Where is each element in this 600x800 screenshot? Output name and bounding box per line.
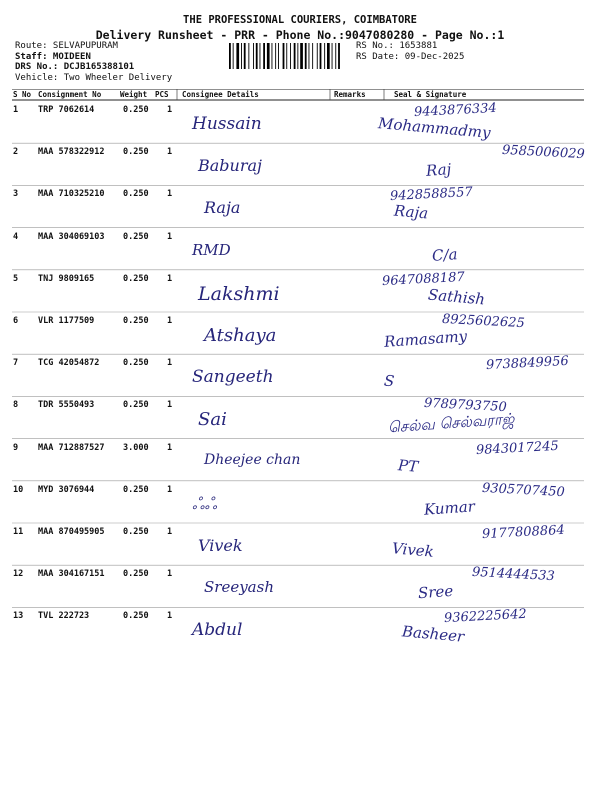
row-signature-name: Kumar — [423, 497, 476, 519]
row-pcs: 1 — [167, 358, 173, 369]
barcode-bar — [233, 43, 234, 69]
row-signature-name: Sathish — [427, 285, 486, 309]
column-header-consignee: Consignee Details — [182, 90, 259, 99]
row-consignment-no: MAA 712887527 — [38, 442, 105, 453]
row-signature-name: PT — [397, 455, 419, 476]
row-signature-number: 9585006029 — [501, 143, 586, 163]
rs-number: RS No.: 1653881 — [356, 41, 438, 51]
row-signature-name: S — [383, 371, 396, 391]
row-sno: 13 — [13, 611, 24, 622]
route-label: Route: SELVAPUPURAM — [15, 41, 118, 51]
barcode-bar — [248, 43, 249, 69]
row-signature-name: Sree — [417, 581, 454, 603]
row-sno: 11 — [13, 527, 24, 537]
row-signature-number: 9647088187 — [381, 269, 466, 289]
barcode-bar — [236, 43, 239, 69]
company-title: THE PROFESSIONAL COURIERS, COIMBATORE — [183, 14, 417, 26]
row-pcs: 1 — [167, 316, 173, 326]
row-sno: 10 — [13, 484, 24, 495]
row-sno: 5 — [13, 273, 19, 284]
row-signature-name: செல்வ செல்வராஜ் — [387, 410, 515, 437]
barcode-bar — [297, 43, 298, 69]
delivery-table — [12, 89, 584, 649]
row-signature-number: 8925602625 — [441, 311, 526, 332]
barcode-bar — [309, 43, 310, 69]
barcode-bar — [324, 43, 325, 69]
row-sno: 7 — [13, 358, 19, 369]
row-weight: 0.250 — [123, 611, 149, 622]
column-header-consignment: Consignment No — [38, 90, 102, 99]
barcode-bar — [244, 43, 246, 69]
row-consignment-no: MAA 304069103 — [38, 231, 105, 242]
row-weight: 0.250 — [123, 400, 149, 411]
row-consignment-no: TNJ 9809165 — [38, 273, 95, 284]
row-signature-name: Vivek — [391, 539, 435, 561]
row-sno: 6 — [13, 316, 19, 326]
row-signature-number: 9305707450 — [481, 480, 566, 500]
runsheet-subtitle: Delivery Runsheet - PRR - Phone No.:9047080280 - Page No.:1 — [95, 28, 505, 42]
barcode-bar — [263, 43, 265, 69]
row-weight: 0.250 — [123, 273, 149, 284]
row-consignment-no: TCG 42054872 — [38, 358, 100, 369]
barcode-bar — [338, 43, 340, 69]
row-pcs: 1 — [167, 527, 173, 537]
row-signature-name: Mohammadmy — [377, 114, 492, 142]
barcode-bar — [320, 43, 322, 69]
row-consignment-no: MAA 578322912 — [38, 147, 105, 158]
row-consignment-no: MYD 3076944 — [38, 484, 95, 495]
row-signature-number: 9362225642 — [443, 607, 528, 627]
row-consignee-handwritten: Atshaya — [204, 325, 277, 346]
drs-number: DRS No.: DCJB165388101 — [15, 62, 135, 72]
row-weight: 0.250 — [123, 569, 149, 580]
runsheet-meta-right — [356, 41, 464, 62]
row-sno: 3 — [13, 189, 19, 200]
row-consignee-handwritten: Raja — [204, 198, 241, 218]
row-sno: 2 — [13, 147, 19, 158]
row-pcs: 1 — [167, 611, 173, 622]
row-sno: 12 — [13, 569, 24, 580]
row-weight: 0.250 — [123, 527, 149, 537]
row-weight: 0.250 — [123, 358, 149, 369]
barcode-bar — [241, 43, 242, 69]
row-consignee-handwritten: Sreeyash — [204, 578, 274, 597]
row-weight: 0.250 — [123, 316, 149, 326]
barcode-bar — [278, 43, 279, 69]
staff-label: Staff: MOIDEEN — [15, 51, 91, 62]
row-sno: 4 — [13, 231, 19, 242]
row-consignment-no: MAA 304167151 — [38, 569, 105, 580]
barcode-bar — [275, 43, 276, 69]
column-header-pcs: PCS — [155, 90, 169, 99]
row-consignment-no: VLR 1177509 — [38, 316, 95, 326]
barcode-bar — [305, 43, 307, 69]
barcode-bar — [300, 43, 303, 69]
row-weight: 0.250 — [123, 105, 149, 115]
row-pcs: 1 — [167, 442, 173, 453]
row-pcs: 1 — [167, 105, 173, 115]
row-pcs: 1 — [167, 231, 173, 242]
barcode-bar — [272, 43, 273, 69]
row-consignee-handwritten: Dheejee chan — [204, 451, 301, 468]
row-signature-number: 9443876334 — [413, 100, 498, 121]
row-signature-number: 9514444533 — [471, 565, 556, 585]
row-signature-number: 9789793750 — [423, 396, 508, 416]
row-signature-name: Basheer — [401, 622, 465, 647]
barcode-bar — [256, 43, 258, 69]
row-weight: 0.250 — [123, 231, 149, 242]
barcode-bar — [260, 43, 261, 69]
barcode — [228, 43, 350, 69]
row-consignee-handwritten: Baburaj — [198, 156, 262, 176]
row-consignment-no: TRP 7062614 — [38, 105, 95, 115]
row-weight: 0.250 — [123, 484, 149, 495]
rs-date: RS Date: 09-Dec-2025 — [356, 51, 465, 62]
row-signature-number: 9843017245 — [475, 438, 560, 458]
row-pcs: 1 — [167, 273, 173, 284]
barcode-bar — [283, 43, 285, 69]
row-pcs: 1 — [167, 484, 173, 495]
column-header-remarks: Remarks — [334, 90, 366, 99]
barcode-bar — [290, 43, 291, 69]
row-signature-number: 9428588557 — [389, 185, 474, 205]
row-consignment-no: TDR 5550493 — [38, 400, 95, 411]
barcode-bar — [286, 43, 287, 69]
row-signature-name: Raj — [425, 160, 452, 181]
row-pcs: 1 — [167, 189, 173, 200]
vehicle-label: Vehicle: Two Wheeler Delivery — [15, 72, 173, 83]
row-sno: 9 — [13, 442, 19, 453]
row-consignee-handwritten: Sai — [198, 409, 227, 431]
barcode-bar — [312, 43, 313, 69]
barcode-bar — [327, 43, 330, 69]
row-pcs: 1 — [167, 147, 173, 158]
row-weight: 0.250 — [123, 189, 149, 200]
row-consignee-handwritten: Sangeeth — [192, 367, 274, 388]
barcode-bar — [229, 43, 231, 69]
row-consignment-no: MAA 870495905 — [38, 527, 105, 537]
row-signature-name: Raja — [393, 201, 429, 223]
row-signature-number: 9738849956 — [485, 354, 570, 374]
row-consignment-no: TVL 222723 — [38, 611, 90, 622]
row-weight: 0.250 — [123, 147, 149, 158]
row-weight: 3.000 — [123, 442, 149, 453]
row-consignee-handwritten: RMD — [192, 240, 231, 259]
column-header-sno: S No — [13, 90, 32, 99]
runsheet-meta-left — [15, 41, 172, 83]
row-consignee-handwritten: Hussain — [192, 114, 262, 134]
row-signature-name: Ramasamy — [383, 327, 468, 351]
barcode-bar — [332, 43, 333, 69]
barcode-bar — [335, 43, 336, 69]
row-pcs: 1 — [167, 400, 173, 411]
row-signature-number: 9177808864 — [481, 522, 566, 543]
barcode-bar — [267, 43, 270, 69]
barcode-bar — [294, 43, 296, 69]
row-sno: 1 — [13, 105, 19, 115]
row-consignee-handwritten: Abdul — [192, 620, 243, 641]
column-header-weight: Weight — [120, 90, 148, 99]
row-signature-name: C/a — [431, 244, 459, 265]
barcode-bar — [317, 43, 318, 69]
row-consignee-handwritten: ஃஃ — [192, 493, 218, 513]
row-consignee-handwritten: Lakshmi — [198, 282, 280, 305]
row-consignee-handwritten: Vivek — [198, 536, 243, 555]
barcode-bar — [253, 43, 254, 69]
row-pcs: 1 — [167, 569, 173, 580]
column-header-seal: Seal & Signature — [394, 90, 467, 99]
row-sno: 8 — [13, 400, 19, 411]
row-consignment-no: MAA 710325210 — [38, 189, 105, 200]
